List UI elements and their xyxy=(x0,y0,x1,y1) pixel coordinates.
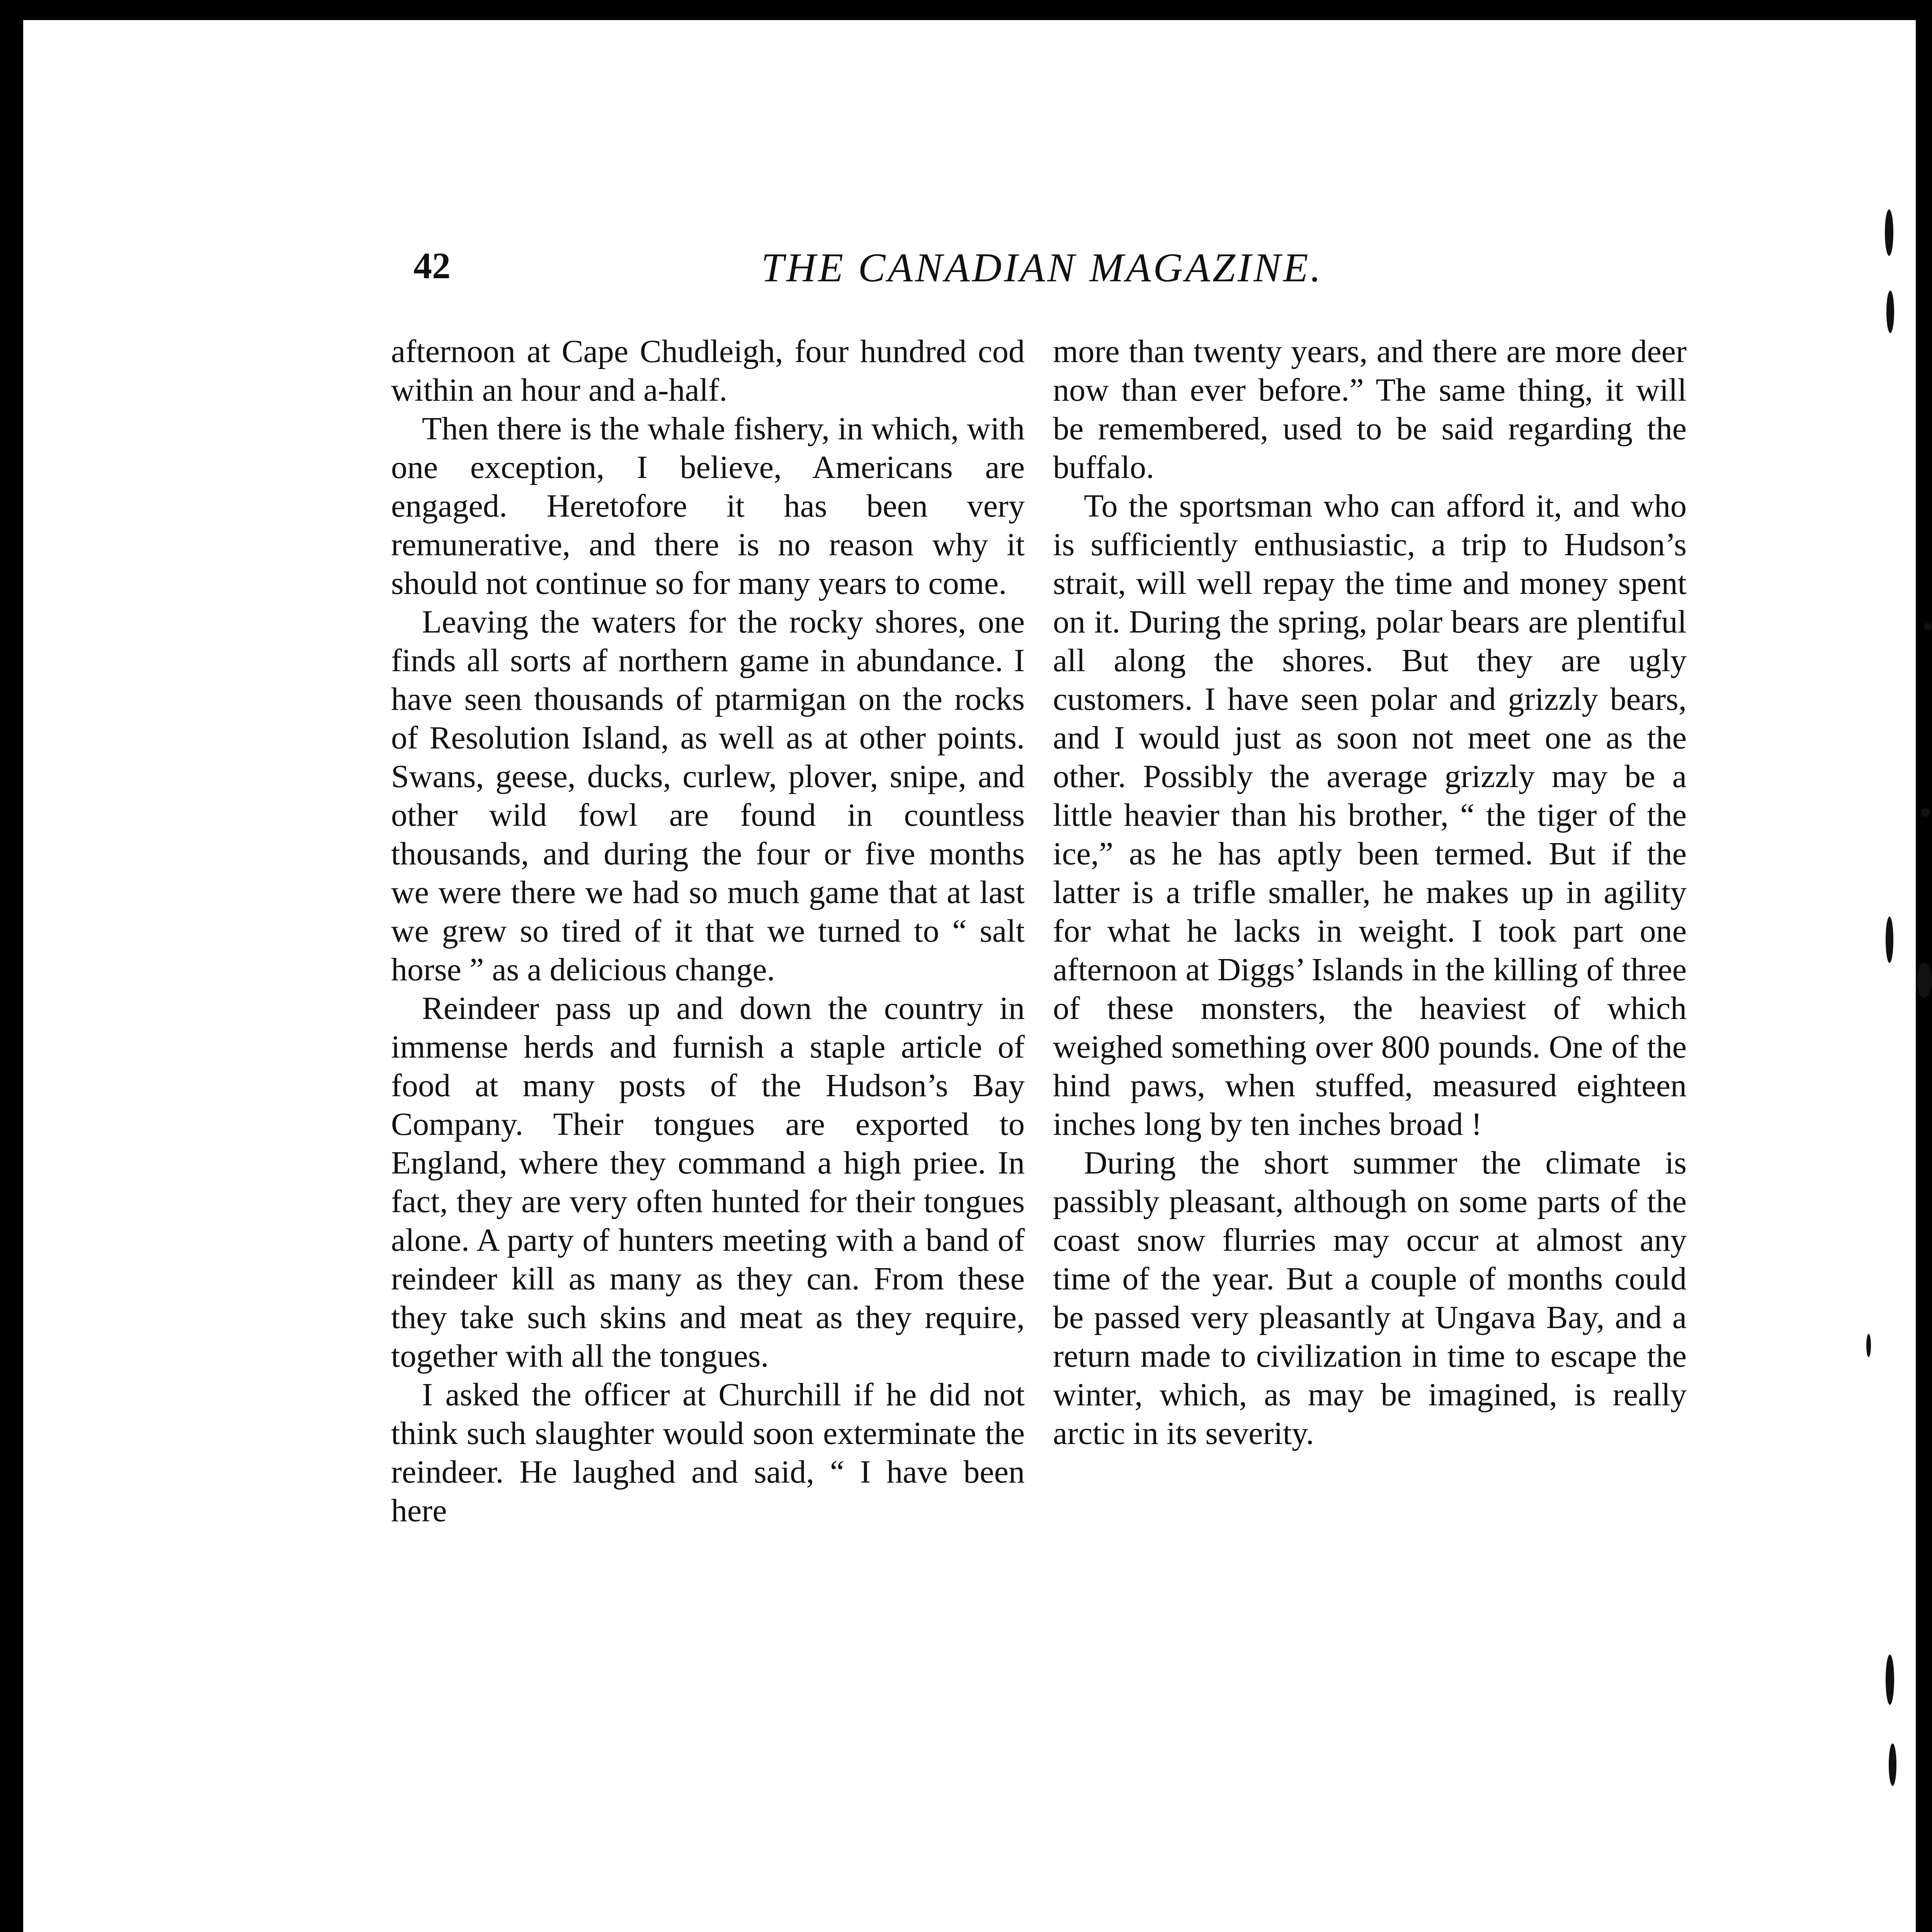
paragraph: more than twenty years, and there are more deer now than ever before.” The same thing, it will be remembered, used to be said regarding the buffalo. xyxy=(1053,333,1687,485)
paragraph: I asked the officer at Churchill if he did not think such slaughter would soon exterminate the reindeer. He laughed and said, “ I have been here xyxy=(391,1377,1025,1529)
paragraph: To the sportsman who can afford it, and who is sufficiently enthusiastic, a trip to Hudson’s strait, will well repay the time and money spent on it. During the spring, polar bears are plentiful all along the shores. But they are ugly customers. I have seen polar and grizzly bears, and I would just as soon not meet one as the other. Possibly the average grizzly may be a little heavier than his brother, “ the tiger of the ice,” as he has aptly been termed. But if the latter is a trifle smaller, he makes up in agility for what he lacks in weight. I took part one afternoon at Diggs’ Islands in the killing of three of these monsters, the heaviest of which weighed something over 800 pounds. One of the hind paws, when stuffed, measured eighteen inches long by ten inches broad ! xyxy=(1053,488,1687,1142)
scan-mark xyxy=(1917,963,1932,998)
paragraph: Reindeer pass up and down the country in immense herds and furnish a staple article of food at many posts of the Hudson’s Bay Company. Their tongues are exported to England, where they command a high priee. In fact, they are very often hunted for their tongues alone. A party of hunters meeting with a band of reindeer kill as many as they can. From these they take such skins and meat as they require, together with all the tongues. xyxy=(391,990,1025,1374)
scan-mark xyxy=(1886,917,1893,963)
paragraph: During the short summer the climate is passibly pleasant, although on some parts of the coast snow flurries may occur at almost any time of the year. But a couple of months could be passed very pleasantly at Ungava Bay, and a return made to civilization in time to escape the winter, which, as may be imagined, is really arctic in its severity. xyxy=(1053,1145,1687,1451)
left-column xyxy=(391,332,1025,1530)
paragraph: Leaving the waters for the rocky shores, one finds all sorts af northern game in abundance. I have seen thousands of ptarmigan on the rocks of Resolution Island, as well as at other points. Swans, geese, ducks, curlew, plover, snipe, and other wild fowl are found in countless thousands, and during the four or five months we were there we had so much game that at last we grew so tired of it that we turned to “ salt horse ” as a delicious change. xyxy=(391,604,1025,988)
scan-mark xyxy=(1921,808,1930,817)
page-number: 42 xyxy=(413,245,451,286)
scan-mark xyxy=(1885,209,1893,256)
right-column xyxy=(1053,332,1687,1453)
scan-mark xyxy=(1886,1655,1894,1705)
page-header xyxy=(413,244,1714,302)
magazine-page xyxy=(23,20,1916,1932)
scan-mark xyxy=(1866,1334,1871,1357)
paragraph: Then there is the whale fishery, in which, with one exception, I believe, Americans are engaged. Heretofore it has been very remunerative, and there is no reason why it should not continue so for many years to come. xyxy=(391,411,1025,601)
scan-mark xyxy=(1924,623,1932,631)
paragraph: afternoon at Cape Chudleigh, four hundred cod within an hour and a-half. xyxy=(391,333,1025,408)
running-title: THE CANADIAN MAGAZINE. xyxy=(761,245,1323,290)
scan-mark xyxy=(1886,291,1894,333)
scan-mark xyxy=(1889,1743,1896,1786)
